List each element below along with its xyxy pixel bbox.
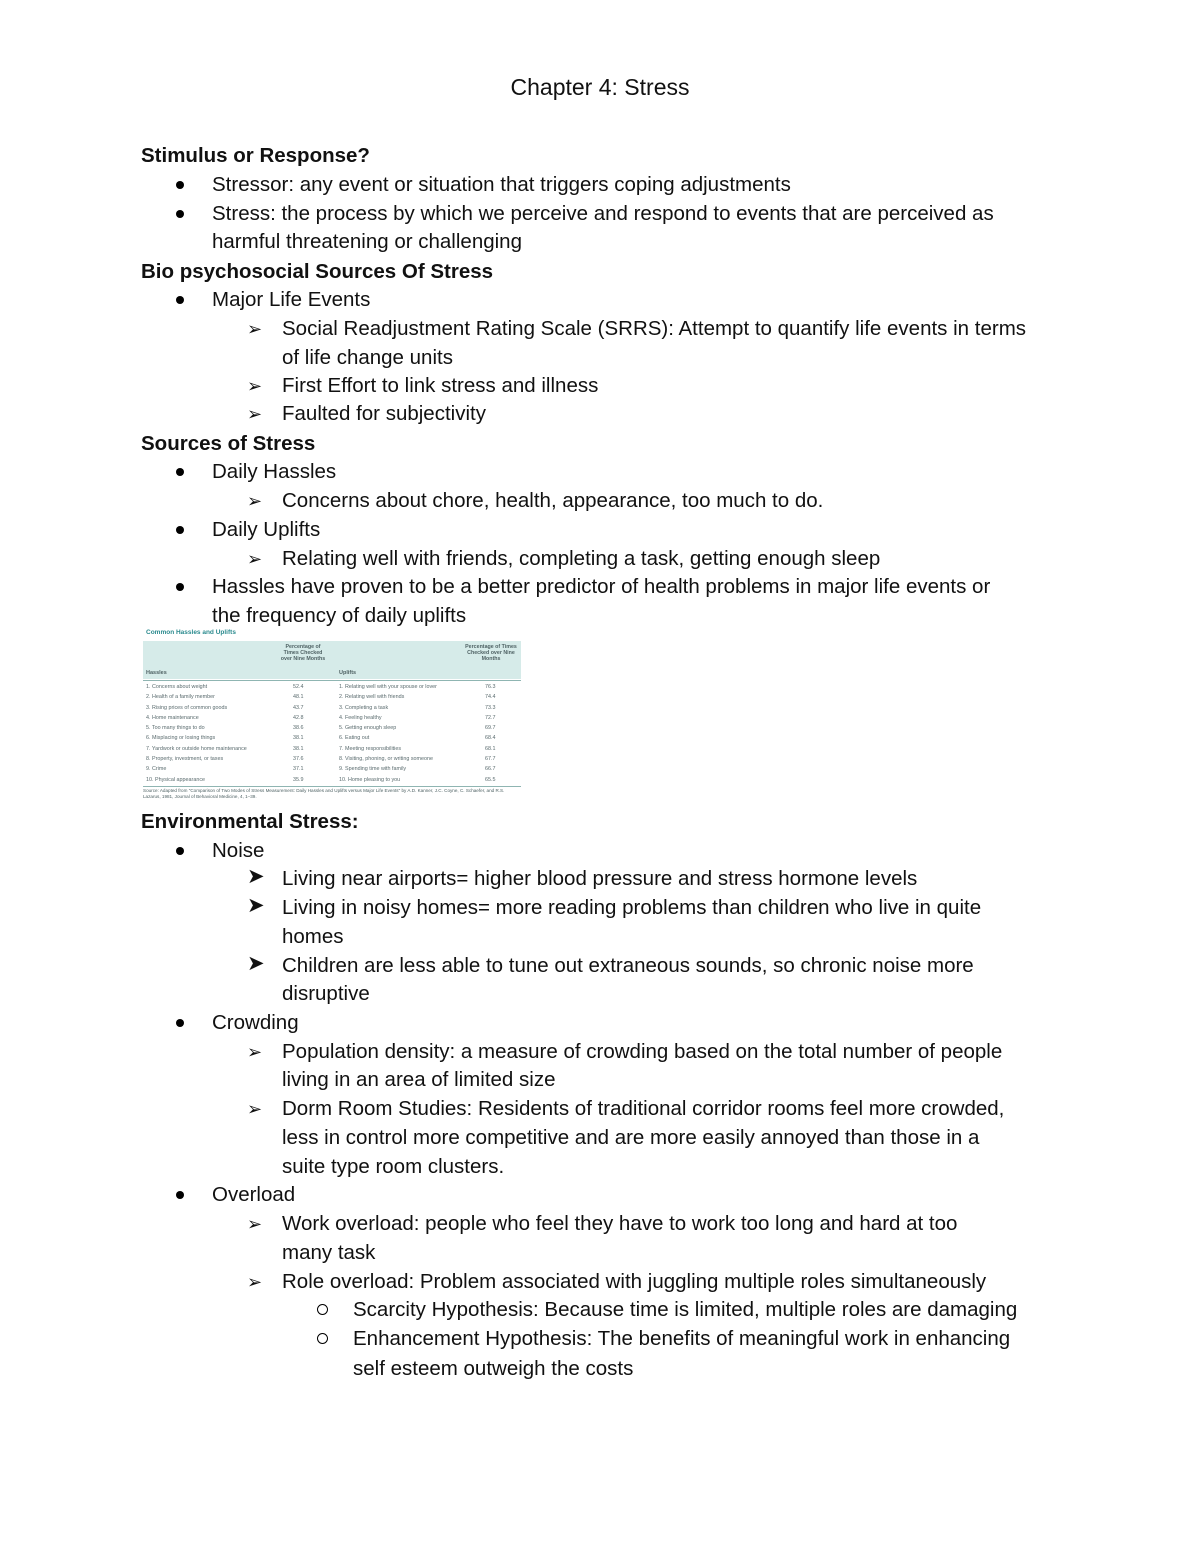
hassle-cell: 2. Health of a family member — [146, 694, 215, 701]
arrow-bullet-icon: ➢ — [247, 1099, 263, 1119]
hassle-percent-cell: 38.1 — [293, 735, 304, 742]
table-row — [143, 703, 521, 713]
sub-bullet-text-continued: suite type room clusters. — [282, 1155, 505, 1178]
uplift-cell: 7. Meeting responsibilities — [339, 745, 402, 752]
uplift-cell: 5. Getting enough sleep — [339, 725, 397, 732]
percentage-header: Percentage of Times Checked over Nine Months — [465, 644, 517, 662]
table-row — [143, 775, 521, 785]
bullet-icon — [176, 468, 184, 476]
column-header-hassles: Hassles — [146, 670, 167, 676]
bullet-text-continued: the frequency of daily uplifts — [212, 604, 467, 627]
bullet-text: Noise — [212, 839, 265, 862]
hassle-cell: 5. Too many things to do — [146, 725, 205, 732]
hassle-cell: 10. Physical appearance — [146, 776, 206, 783]
hassle-percent-cell: 38.1 — [293, 745, 304, 752]
sub-sub-bullet-text-continued: self esteem outweigh the costs — [353, 1357, 634, 1380]
uplift-percent-cell: 69.7 — [485, 725, 496, 732]
sub-bullet-text: Social Readjustment Rating Scale (SRRS): Attempt to quantify life events in terms — [282, 317, 1027, 340]
uplift-cell: 6. Eating out — [339, 735, 370, 742]
arrow-bullet-icon: ➢ — [247, 1042, 263, 1062]
sub-sub-bullet-text: Enhancement Hypothesis: The benefits of meaningful work in enhancing — [353, 1327, 1011, 1350]
section-heading: Stimulus or Response? — [141, 144, 370, 167]
table-row — [143, 682, 521, 692]
bullet-icon — [176, 210, 184, 218]
arrow-bullet-icon: ➢ — [247, 1214, 263, 1234]
uplift-cell: 4. Feeling healthy — [339, 714, 382, 721]
arrow-bullet-icon: ➢ — [247, 1272, 263, 1292]
hassle-percent-cell: 48.1 — [293, 694, 304, 701]
section-heading: Bio psychosocial Sources Of Stress — [141, 260, 494, 283]
arrow-bullet-icon: ➢ — [247, 491, 263, 511]
circle-bullet-icon — [317, 1304, 328, 1315]
bullet-text: Daily Hassles — [212, 460, 337, 483]
table-rule — [143, 786, 521, 787]
arrow-bullet-icon: ➢ — [247, 549, 263, 569]
hassle-cell: 4. Home maintenance — [146, 714, 199, 721]
circle-bullet-icon — [317, 1333, 328, 1344]
uplift-cell: 10. Home pleasing to you — [339, 776, 401, 783]
hassle-cell: 3. Rising prices of common goods — [146, 704, 228, 711]
sub-bullet-text: Faulted for subjectivity — [282, 402, 486, 425]
uplift-cell: 9. Spending time with family — [339, 766, 407, 773]
bullet-icon — [176, 1191, 184, 1199]
hassle-percent-cell: 37.1 — [293, 766, 304, 773]
sub-bullet-text-continued: of life change units — [282, 346, 453, 369]
bullet-icon — [176, 847, 184, 855]
uplift-percent-cell: 66.7 — [485, 766, 496, 773]
uplift-cell: 3. Completing a task — [339, 704, 389, 711]
bullet-icon — [176, 526, 184, 534]
hassle-percent-cell: 38.6 — [293, 725, 304, 732]
table-row — [143, 764, 521, 774]
table-row — [143, 754, 521, 764]
sub-bullet-text: Living in noisy homes= more reading problems than children who live in quite — [282, 896, 982, 919]
section-heading: Environmental Stress: — [141, 810, 359, 833]
table-body — [143, 682, 521, 785]
table-row — [143, 733, 521, 743]
hassle-percent-cell: 37.6 — [293, 756, 304, 763]
sub-bullet-text-continued: homes — [282, 925, 344, 948]
hassle-percent-cell: 43.7 — [293, 704, 304, 711]
uplift-percent-cell: 68.1 — [485, 745, 496, 752]
arrow-bullet-icon: ➤ — [247, 865, 265, 888]
arrow-bullet-icon: ➤ — [247, 894, 265, 917]
table-row — [143, 723, 521, 733]
uplift-percent-cell: 73.3 — [485, 704, 496, 711]
uplift-percent-cell: 65.5 — [485, 776, 496, 783]
sub-bullet-text: Work overload: people who feel they have to work too long and hard at too — [282, 1212, 958, 1235]
arrow-bullet-icon: ➢ — [247, 404, 263, 424]
hassle-percent-cell: 35.9 — [293, 776, 304, 783]
sub-bullet-text: Role overload: Problem associated with juggling multiple roles simultaneously — [282, 1270, 987, 1293]
bullet-text: Daily Uplifts — [212, 518, 321, 541]
sub-bullet-text: Concerns about chore, health, appearance, too much to do. — [282, 489, 824, 512]
sub-sub-bullet-text: Scarcity Hypothesis: Because time is limited, multiple roles are damaging — [353, 1298, 1018, 1321]
uplift-cell: 8. Visiting, phoning, or writing someone — [339, 756, 433, 763]
uplift-percent-cell: 68.4 — [485, 735, 496, 742]
hassle-percent-cell: 42.8 — [293, 714, 304, 721]
figure-source: Source: Adapted from "Comparison of Two Modes of Stress Measurement: Daily Hassles and Uplifts versus Major Life Events" by A.D. Kanner, J.C. Coyne, C. Schaefer, and R.S. Lazarus, 1981, Journal of Behavioral Medicine, 4, 1–39. — [143, 788, 505, 799]
uplift-percent-cell: 76.3 — [485, 684, 496, 690]
bullet-icon — [176, 296, 184, 304]
bullet-text-continued: harmful threatening or challenging — [212, 230, 522, 253]
hassles-uplifts-table-figure — [143, 629, 521, 797]
bullet-text: Hassles have proven to be a better predictor of health problems in major life events or — [212, 575, 991, 598]
sub-bullet-text: Children are less able to tune out extraneous sounds, so chronic noise more — [282, 954, 974, 977]
hassle-cell: 9. Crime — [146, 766, 167, 773]
arrow-bullet-icon: ➢ — [247, 376, 263, 396]
table-row — [143, 744, 521, 754]
sub-bullet-text: Living near airports= higher blood pressure and stress hormone levels — [282, 867, 918, 890]
bullet-text: Major Life Events — [212, 288, 371, 311]
bullet-icon — [176, 181, 184, 189]
bullet-icon — [176, 583, 184, 591]
bullet-text: Overload — [212, 1183, 296, 1206]
sub-bullet-text: First Effort to link stress and illness — [282, 374, 599, 397]
bullet-text: Crowding — [212, 1011, 299, 1034]
hassle-cell: 6. Misplacing or losing things — [146, 735, 216, 742]
bullet-text: Stressor: any event or situation that triggers coping adjustments — [212, 173, 791, 196]
table-row — [143, 713, 521, 723]
sub-bullet-text-continued: living in an area of limited size — [282, 1068, 556, 1091]
sub-bullet-text: Relating well with friends, completing a task, getting enough sleep — [282, 547, 881, 570]
arrow-bullet-icon: ➢ — [247, 319, 263, 339]
section-heading: Sources of Stress — [141, 432, 316, 455]
table-rule — [143, 680, 521, 681]
hassle-cell: 7. Yardwork or outside home maintenance — [146, 745, 247, 752]
uplift-percent-cell: 72.7 — [485, 714, 496, 721]
arrow-bullet-icon: ➤ — [247, 952, 265, 975]
hassle-cell: 8. Property, investment, or taxes — [146, 756, 224, 763]
bullet-icon — [176, 1019, 184, 1027]
uplift-cell: 2. Relating well with friends — [339, 694, 405, 701]
bullet-text: Stress: the process by which we perceive and respond to events that are perceived as — [212, 202, 994, 225]
uplift-cell: 1. Relating well with your spouse or lover — [339, 684, 437, 690]
hassle-cell: 1. Concerns about weight — [146, 684, 208, 690]
uplift-percent-cell: 74.4 — [485, 694, 496, 701]
sub-bullet-text: Population density: a measure of crowding based on the total number of people — [282, 1040, 1003, 1063]
page-title: Chapter 4: Stress — [510, 74, 690, 100]
figure-title: Common Hassles and Uplifts — [146, 629, 236, 636]
hassle-percent-cell: 52.4 — [293, 684, 304, 690]
sub-bullet-text-continued: many task — [282, 1241, 376, 1264]
sub-bullet-text-continued: disruptive — [282, 982, 370, 1005]
sub-bullet-text: Dorm Room Studies: Residents of traditional corridor rooms feel more crowded, — [282, 1097, 1005, 1120]
table-row — [143, 692, 521, 702]
sub-bullet-text-continued: less in control more competitive and are more easily annoyed than those in a — [282, 1126, 980, 1149]
column-header-uplifts: Uplifts — [339, 670, 357, 676]
uplift-percent-cell: 67.7 — [485, 756, 496, 763]
percentage-header: Percentage of Times Checked over Nine Months — [280, 644, 326, 662]
